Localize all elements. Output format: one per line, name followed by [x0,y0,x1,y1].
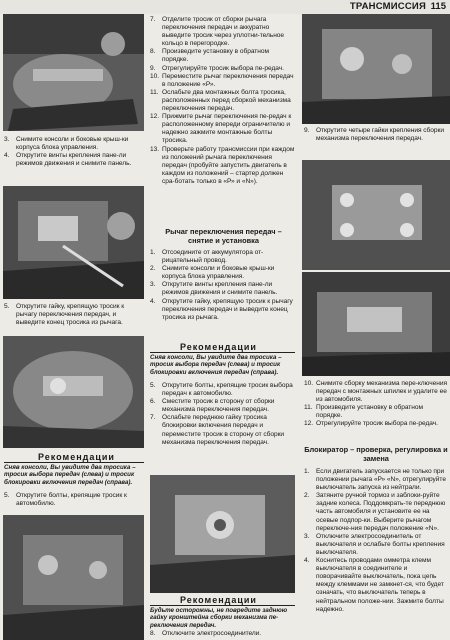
photo-bracket-nut [150,475,295,593]
step-item: 2. Снимите консоли и боковые крыш-ки корпуса блока управления. [150,265,275,281]
step-item: 4. Открутите винты крепления пане-ли режимов движения и снимите панель. [4,152,132,168]
step-item: 8. Отключите электросоединители. [150,630,262,637]
mid-steps-2 [150,249,295,322]
step-item: 7. Отделите тросик от сборки рычага переключения передач и аккуратно выведите тросик через уплотни-тельное кольцо в перегородке. [150,16,285,48]
left-steps-2 [4,303,144,327]
recommendation-text: Будьте осторожны, не повредите заднюю гайку кронштейна сборки механизма пе-реключения передач. [150,607,288,629]
step-item: 11. Произведите установку в обратном порядке. [304,404,423,420]
step-item: 6. Сместите тросик в сторону от сборки механизма переключения передач. [150,398,275,414]
right-steps-1 [304,127,448,143]
step-item: 4. Открутите гайку, крепящую тросик к рычагу переключения передач и выведите конец тросика из рычага. [150,297,293,321]
step-item: 5. Открутите болты, крепящие тросик выбора передач к автомобилю. [150,382,293,398]
step-item: 12. Прижмите рычаг переключения пе-редач к расположенному впереди ограничителю и надежно зажмите монтажные болты тросика. [150,113,292,145]
recommendation-text: Сняв консоли, Вы увидите два тросика – тросик выбора передач (слева) и тросик блокировки включения передач (справа). [150,354,282,376]
recommendation-rule [4,462,144,463]
photo-cable-nut [3,336,144,448]
section-heading: Блокиратор – проверка, регулировка и замена [304,445,448,463]
step-item: 3. Снимите консоли и боковые крыш-ки корпуса блока управления. [4,136,129,152]
step-item: 12. Отрегулируйте тросик выбора пе-редач. [304,420,438,428]
step-item: 11. Ослабьте два монтажных болта тросика, расположенных перед сборкой механизма переключения передач. [150,88,291,113]
left-steps-3 [4,492,144,508]
left-steps-1 [4,136,144,168]
step-item: 1. Если двигатель запускается не только при положении рычага «Р» «N», отрегулируйте выключатель запуска из нейтрали. [304,468,446,492]
step-item: 10. Снимите сборку механизма пере-ключения передач с монтажных шпилек и удалите ее из автомобиля. [304,380,448,404]
step-item: 10. Переместите рычаг переключения передач в положение «Р». [150,72,294,88]
section-title: ТРАНСМИССИЯ [349,1,426,12]
step-item: 1. Отсоедините от аккумулятора от-рицательный провод. [150,249,264,265]
step-item: 2. Затяните ручной тормоз и заблоки-руйте задние колеса. Поддомкрать-те переднюю часть автомобиля и установите ее на осевые подпор-ки. Выберите рычагом переключе-ния передач положение «N». [304,492,446,532]
photo-cable-bolts [3,515,144,640]
step-item: 7. Ослабьте переднюю гайку тросика блокировки включения передач и переместите тросик в сторону от сборки механизма переключения передач. [150,414,285,446]
right-steps-3 [304,468,448,614]
recommendation-rule [150,605,295,606]
step-item: 9. Открутите четыре гайки крепления сборки механизма переключения передач. [304,127,444,143]
section-heading: Рычаг переключения передач – снятие и установка [165,227,282,245]
photo-console-top [3,14,144,131]
step-item: 5. Открутите гайку, крепящую тросик к рычагу переключения передач, и выведите конец тросика из рычага. [4,303,125,327]
page-header [0,0,450,14]
mid-steps-3 [150,382,295,447]
step-item: 9. Отрегулируйте тросик выбора пе-редач. [150,64,284,72]
step-item: 4. Коснитесь проводами омметра клемм выключателя в соединителе и поворачивайте выключатель, пока цепь между клеммами не замкнет-ся, что будет означать, что выключатель теперь в нейтральном положе-нии. Зажмите болты надежно. [304,557,444,613]
mid-steps-1 [150,16,295,186]
recommendation-rule [150,352,295,353]
photo-gear-panel [3,186,144,299]
photo-shift-assembly-3 [302,272,450,376]
step-item: 5. Открутите болты, крепящие тросик к автомобилю. [4,492,127,508]
right-steps-2 [304,380,448,429]
page-number: 115 [430,1,446,12]
photo-shift-assembly-1 [302,14,450,124]
step-item: 3. Открутите винты крепления пане-ли режимов движения и снимите панель. [150,281,278,297]
step-item: 13. Проверьте работу трансмиссии при каждом из положений рычага переключения передач (пробуйте запустить двигатель в каждом из положений – стартер должен сра-ботать только в «Р» и «N»). [150,145,295,185]
recommendation-text: Сняв консоли, Вы увидите два тросика – тросик выбора передач (слева) и тросик блокировки включения передач (справа). [4,464,136,486]
step-item: 3. Отключите электросоединитель от выключателя и ослабьте болты крепления выключателя. [304,532,445,556]
recommendation-title: Рекомендации [180,595,257,605]
step-item: 8. Произведите установку в обратном порядке. [150,48,269,64]
mid-steps-4 [150,630,295,638]
recommendation-title: Рекомендации [38,452,115,462]
photo-shift-assembly-2 [302,160,450,270]
recommendation-title: Рекомендации [180,342,257,352]
